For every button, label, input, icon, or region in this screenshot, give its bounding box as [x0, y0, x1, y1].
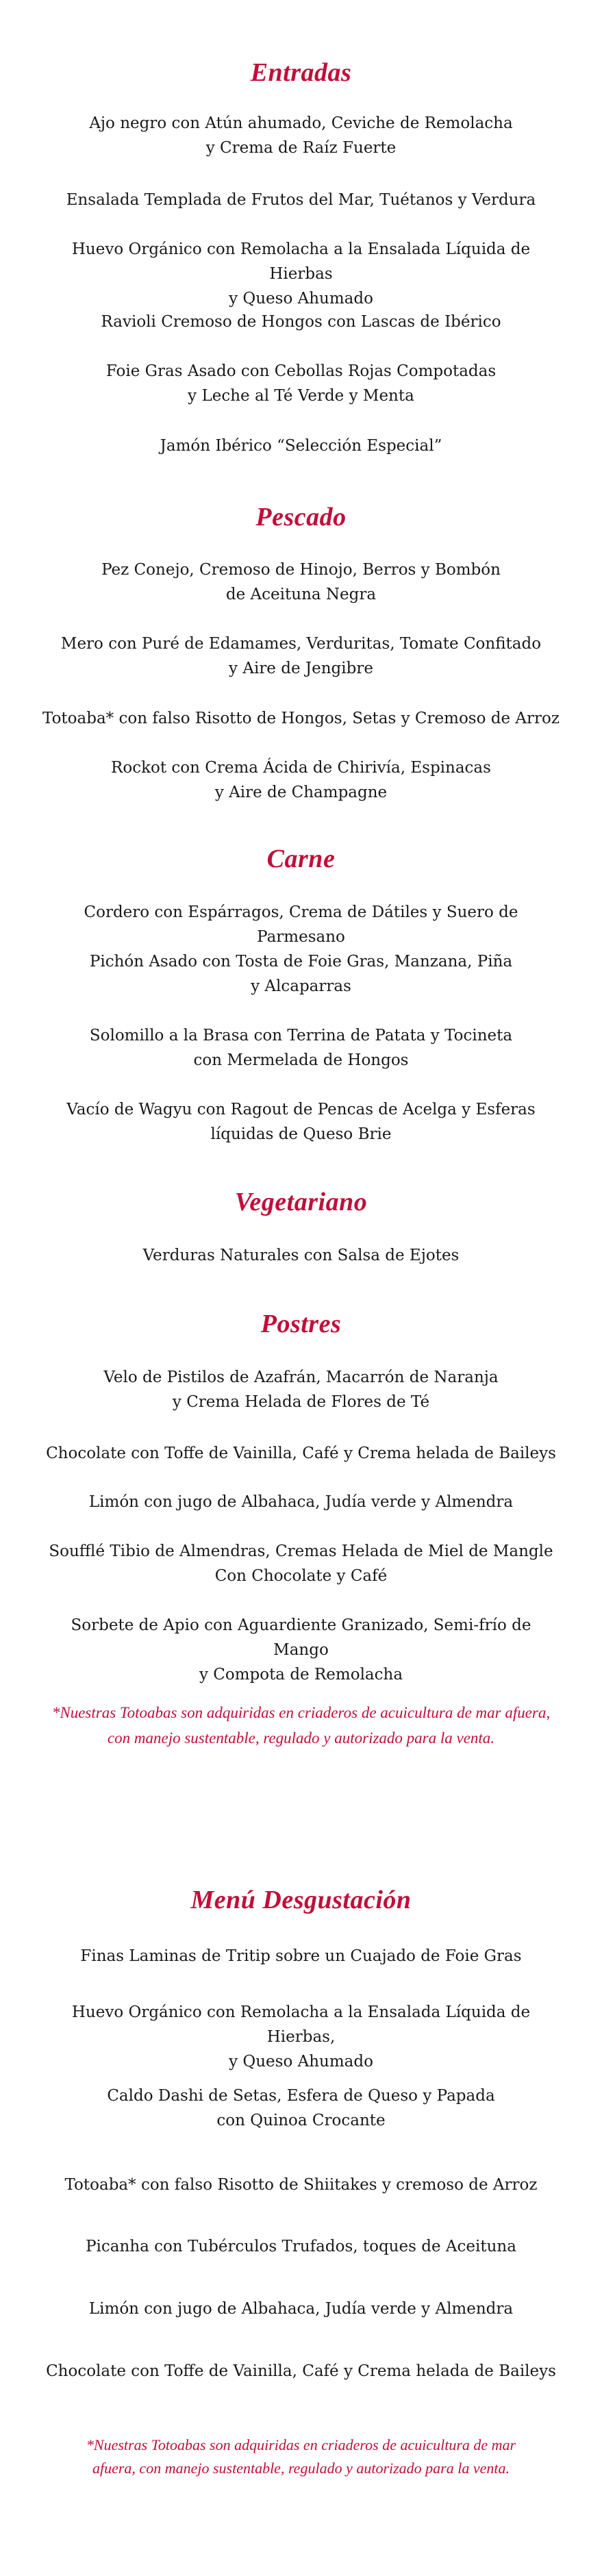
section-title-menu-degustacion: Menú Desgustación — [190, 1886, 412, 1914]
menu-item: Jamón Ibérico “Selección Especial” — [160, 437, 442, 455]
menu-item: Caldo Dashi de Setas, Esfera de Queso y Papada con Quinoa Crocante — [107, 2087, 495, 2129]
menu-item: Totoaba* con falso Risotto de Shiitakes y cremoso de Arroz — [64, 2176, 538, 2194]
menu-item: Limón con jugo de Albahaca, Judía verde y Almendra — [88, 2300, 514, 2318]
menu-item: Pichón Asado con Tosta de Foie Gras, Manzana, Piña y Alcaparras — [89, 953, 513, 995]
menu-item: Sorbete de Apio con Aguardiente Granizado, Semi-frío de Mango y Compota de Remolacha — [71, 1616, 531, 1684]
menu-item: Vacío de Wagyu con Ragout de Pencas de Acelga y Esferas líquidas de Queso Brie — [66, 1101, 536, 1143]
menu-item: Verduras Naturales con Salsa de Ejotes — [142, 1247, 460, 1264]
menu-item: Finas Laminas de Tritip sobre un Cuajado de Foie Gras — [80, 1947, 522, 1965]
section-title-carne: Carne — [266, 845, 336, 873]
menu-item: Cordero con Espárragos, Crema de Dátiles y Suero de Parmesano — [84, 903, 518, 946]
menu-item: Chocolate con Toffe de Vainilla, Café y Crema helada de Baileys — [46, 1445, 556, 1462]
menu-item: Foie Gras Asado con Cebollas Rojas Compotadas y Leche al Té Verde y Menta — [105, 362, 497, 405]
menu-item: Ajo negro con Atún ahumado, Ceviche de Remolacha y Crema de Raíz Fuerte — [89, 114, 513, 157]
section-title-entradas: Entradas — [250, 58, 352, 87]
menu-item: Velo de Pistilos de Azafrán, Macarrón de Naranja y Crema Helada de Flores de Té — [103, 1368, 499, 1411]
menu-item: Totoaba* con falso Risotto de Hongos, Setas y Cremoso de Arroz — [42, 710, 560, 727]
menu-item: Huevo Orgánico con Remolacha a la Ensalada Líquida de Hierbas, y Queso Ahumado — [71, 2003, 531, 2071]
section-title-vegetariano: Vegetariano — [234, 1188, 368, 1216]
section-title-pescado: Pescado — [255, 503, 347, 532]
totoaba-footnote: *Nuestras Totoabas son adquiridas en criaderos de acuicultura de mar afuera, con manejo sustentable, regulado y autorizado para la venta. — [86, 2436, 516, 2477]
menu-item: Picanha con Tubérculos Trufados, toques de Aceituna — [86, 2238, 516, 2255]
menu-item: Solomillo a la Brasa con Terrina de Patata y Tocineta con Mermelada de Hongos — [89, 1027, 513, 1069]
menu-item: Rockot con Crema Ácida de Chirivía, Espinacas y Aire de Champagne — [111, 759, 491, 801]
menu-item: Ravioli Cremoso de Hongos con Lascas de Ibérico — [101, 313, 501, 331]
menu-item: Limón con jugo de Albahaca, Judía verde y Almendra — [88, 1493, 514, 1511]
menu-item: Soufflé Tibio de Almendras, Cremas Helada de Miel de Mangle Con Chocolate y Café — [49, 1542, 553, 1585]
menu-item: Chocolate con Toffe de Vainilla, Café y Crema helada de Baileys — [46, 2362, 556, 2380]
menu-item: Ensalada Templada de Frutos del Mar, Tuétanos y Verdura — [66, 191, 536, 209]
menu-item: Mero con Puré de Edamames, Verduritas, Tomate Confitado y Aire de Jengibre — [60, 635, 542, 677]
menu-item: Huevo Orgánico con Remolacha a la Ensalada Líquida de Hierbas y Queso Ahumado — [71, 240, 531, 308]
section-title-postres: Postres — [260, 1310, 342, 1338]
menu-item: Pez Conejo, Cremoso de Hinojo, Berros y Bombón de Aceituna Negra — [101, 561, 501, 603]
totoaba-footnote: *Nuestras Totoabas son adquiridas en criaderos de acuicultura de mar afuera, con manejo sustentable, regulado y autorizado para la venta. — [51, 1704, 551, 1747]
